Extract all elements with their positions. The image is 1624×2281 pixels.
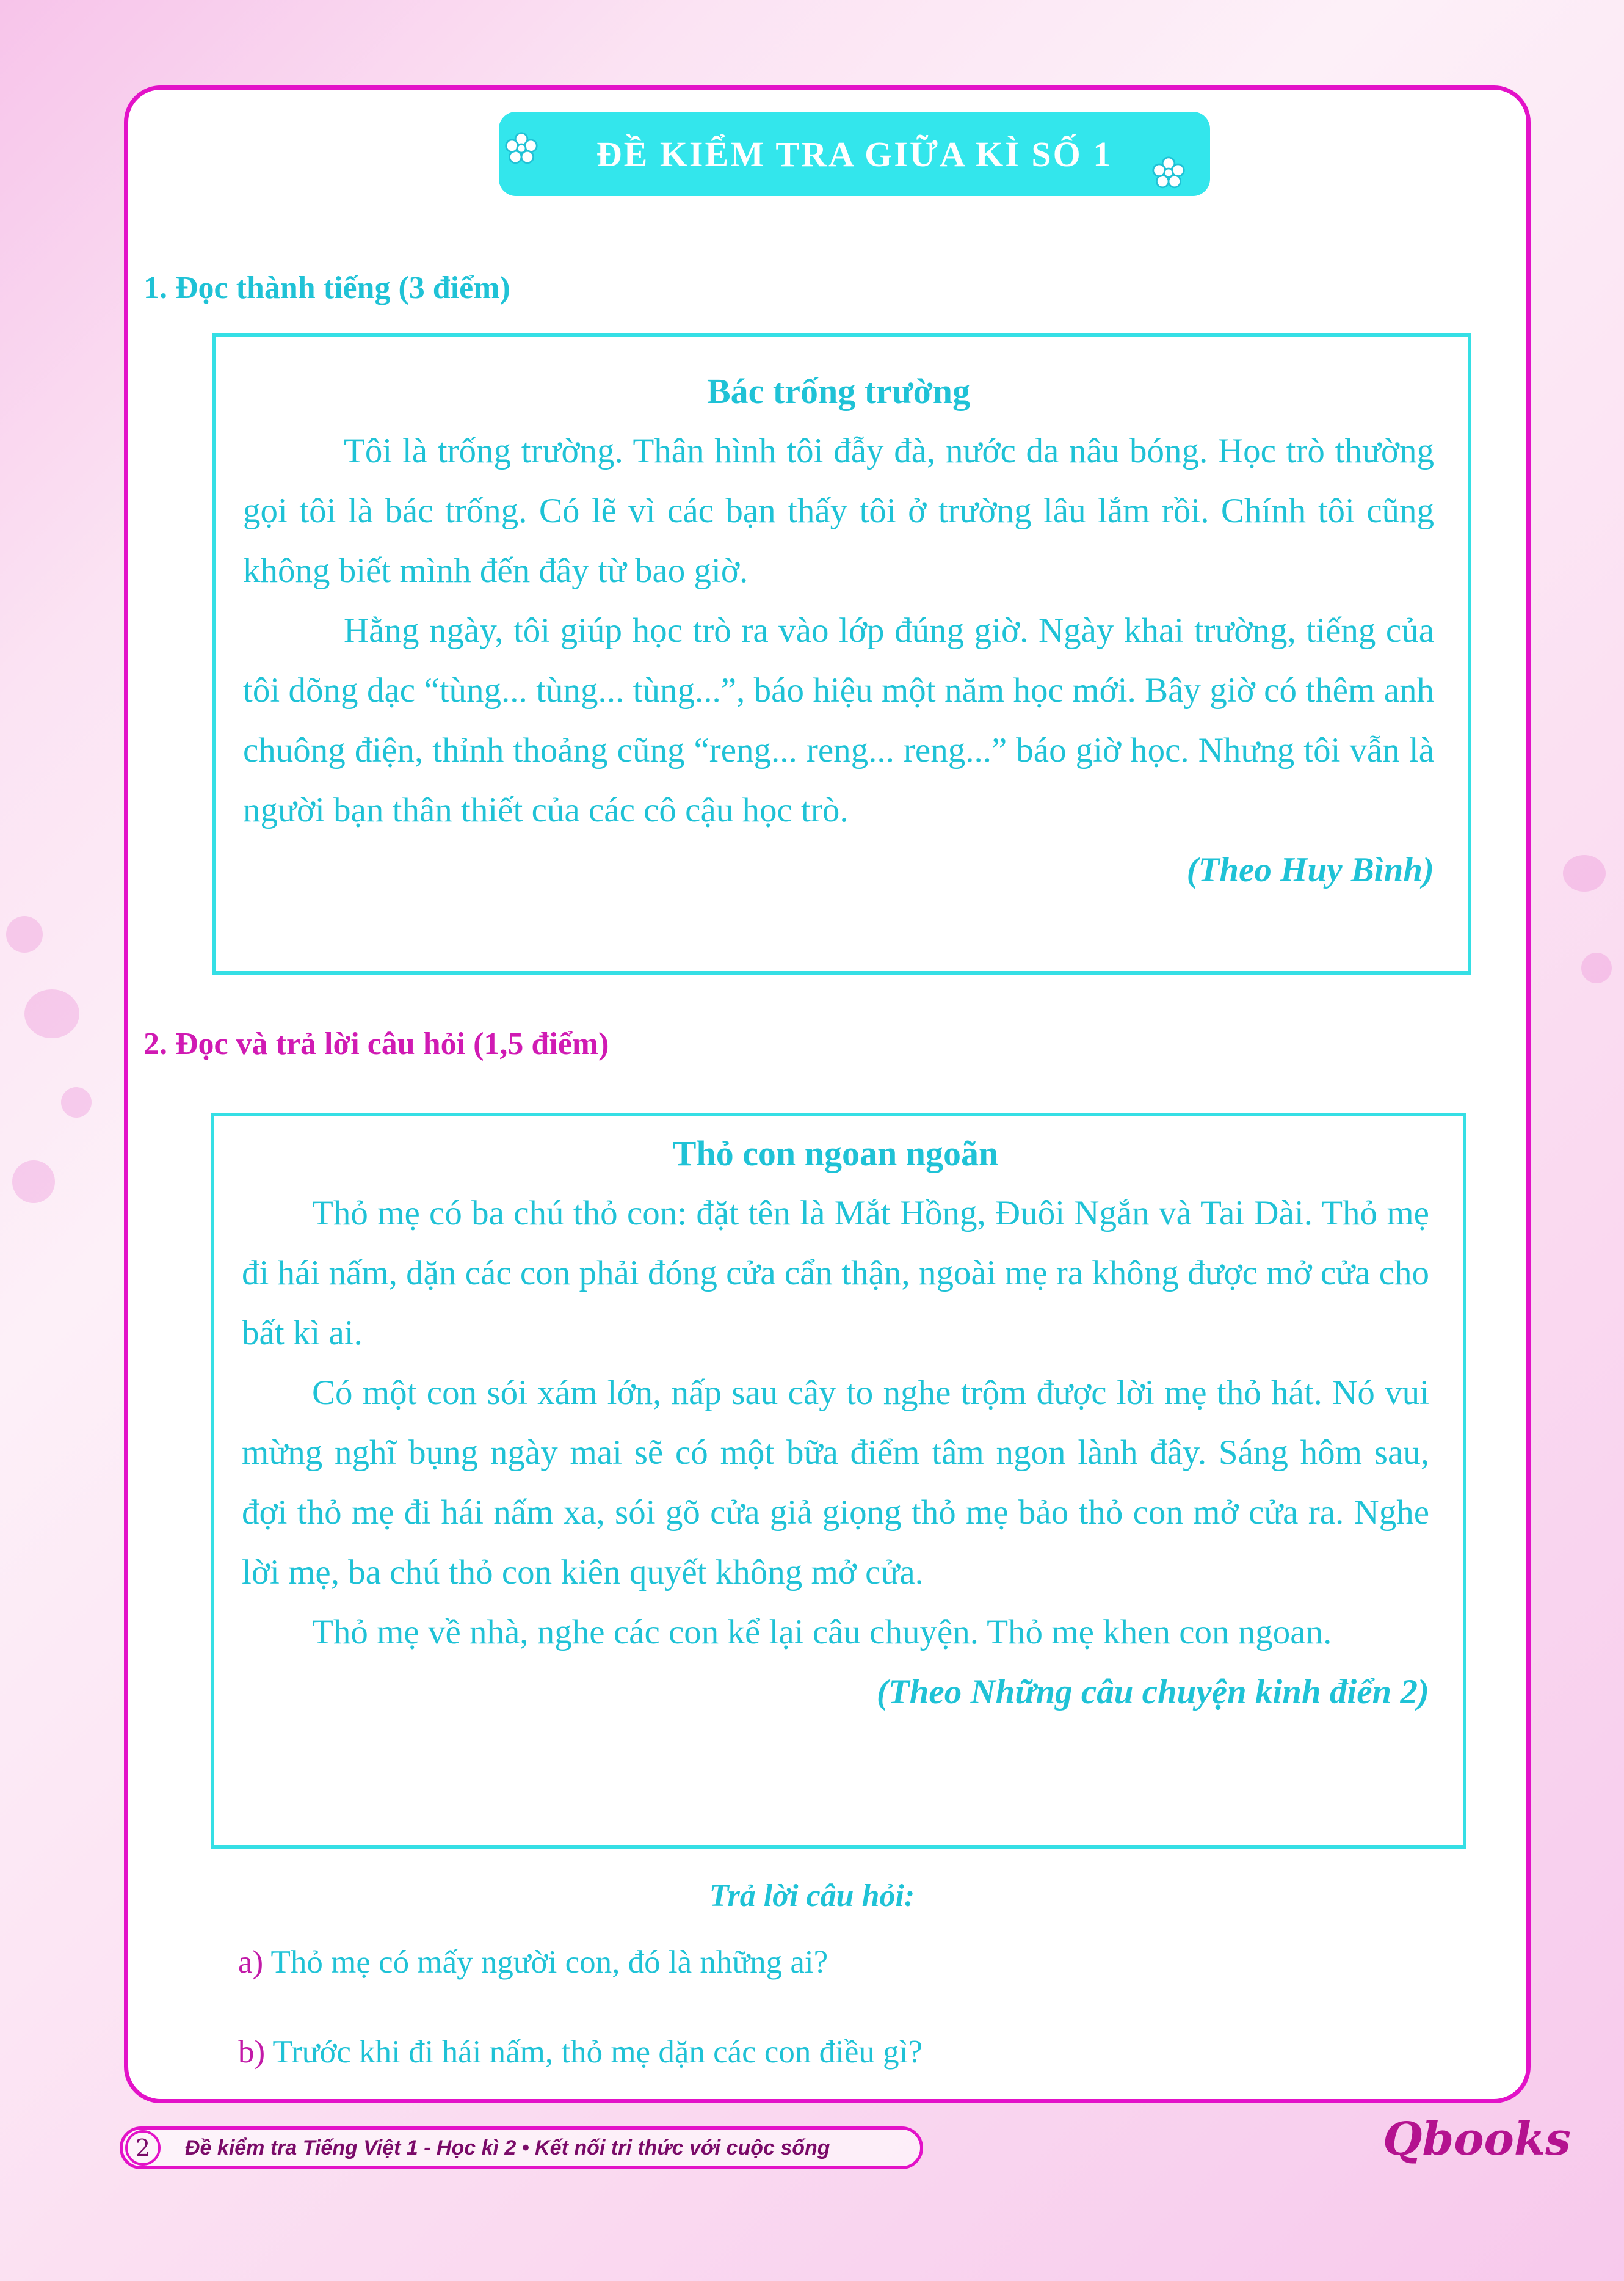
passage-paragraph: Thỏ mẹ có ba chú thỏ con: đặt tên là Mắt Hồng, Đuôi Ngắn và Tai Dài. Thỏ mẹ đi hái nấm, dặn các con phải đóng cửa cẩn thận, ngoài mẹ ra không được mở cửa cho bất kì ai. [242,1194,1429,1352]
footer-bar [120,2126,923,2169]
story-title: Thỏ con ngoan ngoãn [672,1133,999,1173]
footer-text: Đề kiểm tra Tiếng Việt 1 - Học kì 2 • Kết nối tri thức với cuộc sống [185,2136,830,2159]
question-text: Thỏ mẹ có mấy người con, đó là những ai? [270,1944,828,1980]
question-letter: b) [238,2034,266,2070]
background-blob [12,1160,55,1203]
background-blob [1581,953,1612,983]
passage-paragraph: Có một con sói xám lớn, nấp sau cây to nghe trộm được lời mẹ thỏ hát. Nó vui mừng nghĩ bụng ngày mai sẽ có một bữa điểm tâm ngon lành đây. Sáng hôm sau, đợi thỏ mẹ đi hái nấm xa, sói gõ cửa giả giọng thỏ mẹ bảo thỏ con mở cửa ra. Nghe lời mẹ, ba chú thỏ con kiên quyết không mở cửa. [242,1373,1429,1592]
story-title: Bác trống trường [707,371,970,411]
passage-paragraph: Thỏ mẹ về nhà, nghe các con kể lại câu chuyện. Thỏ mẹ khen con ngoan. [312,1613,1332,1651]
passage-source: (Theo Huy Bình) [1186,851,1434,889]
reading-passage-box [212,333,1471,975]
page-number: 2 [125,2130,161,2166]
question-item [238,2034,923,2070]
passage-paragraph: Tôi là trống trường. Thân hình tôi đẫy đà, nước da nâu bóng. Học trò thường gọi tôi là bác trống. Có lẽ vì các bạn thấy tôi ở trường lâu lắm rồi. Chính tôi cũng không biết mình đến đây từ bao giờ. [243,432,1434,590]
background-blob [1563,855,1606,892]
reading-passage-box [211,1113,1466,1849]
page-title-text: ĐỀ KIỂM TRA GIỮA KÌ SỐ 1 [596,134,1113,174]
publisher-logo: Qbooks [1383,2113,1571,2166]
question-item [238,1944,828,1981]
background-blob [6,916,43,953]
flower-icon [1151,156,1186,190]
background-blob [61,1087,92,1118]
background-blob [24,989,79,1038]
passage-source: (Theo Những câu chuyện kinh điển 2) [876,1673,1429,1711]
question-text: Trước khi đi hái nấm, thỏ mẹ dặn các con điều gì? [272,2034,923,2070]
flower-icon [504,131,538,166]
questions-title: Trả lời câu hỏi: [709,1879,915,1913]
section1-heading: 1. Đọc thành tiếng (3 điểm) [143,271,510,305]
page-title [499,112,1210,196]
question-letter: a) [238,1944,264,1980]
passage-paragraph: Hằng ngày, tôi giúp học trò ra vào lớp đúng giờ. Ngày khai trường, tiếng của tôi dõng dạc “tùng... tùng... tùng...”, báo hiệu một năm học mới. Bây giờ có thêm anh chuông điện, thỉnh thoảng cũng “reng... reng... reng...” báo giờ học. Nhưng tôi vẫn là người bạn thân thiết của các cô cậu học trò. [243,611,1434,829]
section2-heading: 2. Đọc và trả lời câu hỏi (1,5 điểm) [143,1027,609,1061]
